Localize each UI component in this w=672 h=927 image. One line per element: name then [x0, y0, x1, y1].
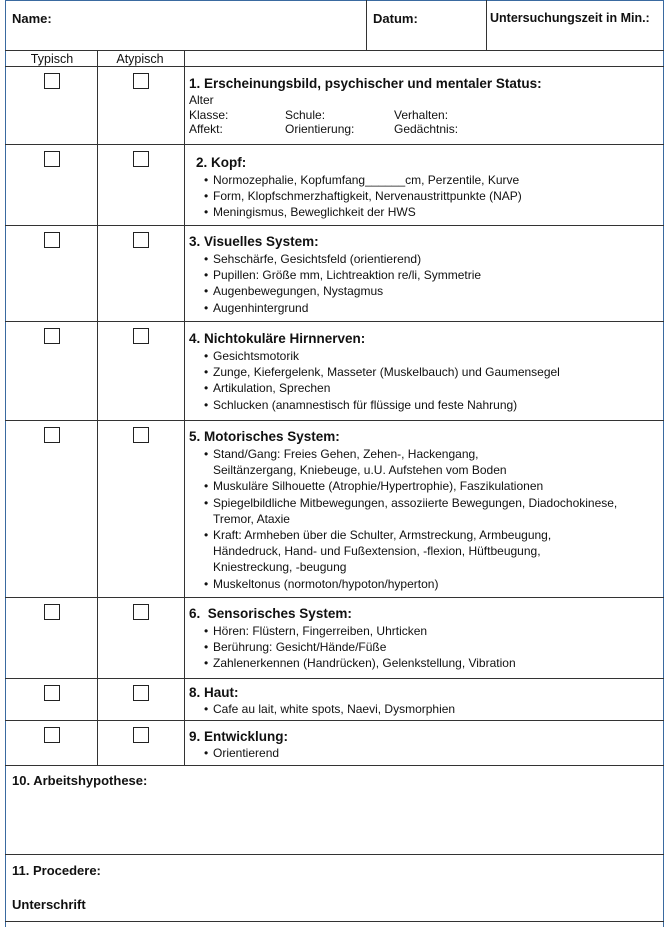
section-appearance: [189, 75, 659, 136]
checkbox-typical-8[interactable]: [44, 685, 60, 701]
list-item-line: Händedruck, Hand- und Fußextension, -flexion, Hüftbeugung,: [213, 544, 541, 559]
row-separator: [5, 597, 664, 598]
bullet-list: [196, 172, 666, 221]
list-item: • Zahlenerkennen (Handrücken), Gelenkstellung, Vibration: [204, 655, 659, 671]
checkbox-typical-4[interactable]: [44, 328, 60, 344]
section-title: 9. Entwicklung:: [189, 729, 289, 744]
procedure-label: 11. Procedere:: [12, 863, 101, 878]
column-divider-2: [184, 50, 185, 765]
row-separator: [5, 765, 664, 766]
list-item-line: • Stand/Gang: Freies Gehen, Zehen-, Hackengang,: [213, 447, 479, 461]
bullet-list: [189, 251, 659, 316]
list-item-line: Seiltänzergang, Kniebeuge, u.U. Aufstehen vom Boden: [213, 463, 507, 478]
working-hypothesis-label: 10. Arbeitshypothese:: [12, 773, 148, 788]
list-item-line: • Muskuläre Silhouette (Atrophie/Hypertrophie), Faszikulationen: [213, 479, 544, 494]
checkbox-typical-1[interactable]: [44, 73, 60, 89]
list-item: • Schlucken (anamnestisch für flüssige und feste Nahrung): [204, 397, 659, 413]
list-item: • Gesichtsmotorik: [204, 348, 659, 364]
section-skin: [189, 685, 659, 717]
school-field-label: Schule:: [285, 108, 326, 122]
list-item: • Augenhintergrund: [204, 300, 659, 316]
status-fields: [189, 108, 659, 136]
list-item: • Normozephalie, Kopfumfang______cm, Perzentile, Kurve: [204, 172, 666, 188]
list-item: [204, 527, 659, 576]
colhdr-bottom-line: [5, 66, 664, 67]
list-item-line: • Kraft: Armheben über die Schulter, Armstreckung, Armbeugung,: [213, 528, 552, 543]
list-item: • Meningismus, Beweglichkeit der HWS: [204, 204, 666, 220]
checkbox-typical-6[interactable]: [44, 604, 60, 620]
list-item-line: • Spiegelbildliche Mitbewegungen, assoziierte Bewegungen, Diadochokinese,: [213, 495, 618, 510]
memory-field-label: Gedächtnis:: [394, 122, 459, 136]
orientation-field-label: Orientierung:: [285, 122, 355, 136]
list-item: • Pupillen: Größe mm, Lichtreaktion re/li, Symmetrie: [204, 267, 659, 283]
name-label: Name:: [12, 11, 52, 26]
list-item: [204, 446, 659, 478]
section-sensory-system: [189, 605, 659, 672]
bullet-list: [189, 348, 659, 413]
section-title: 6. Sensorisches System:: [189, 606, 352, 621]
checkbox-typical-5[interactable]: [44, 427, 60, 443]
behavior-field-label: Verhalten:: [394, 108, 449, 122]
checkbox-typical-3[interactable]: [44, 232, 60, 248]
header-divider-2: [486, 0, 487, 50]
header-bottom-line: [5, 50, 664, 51]
section-head: [196, 154, 666, 221]
header-divider-1: [366, 0, 367, 50]
checkbox-atypical-8[interactable]: [133, 685, 149, 701]
row-separator: [5, 720, 664, 721]
section-development: [189, 729, 659, 761]
section-cranial-nerves: [189, 330, 659, 413]
section-title: 2. Kopf:: [196, 155, 247, 170]
list-item: • Sehschärfe, Gesichtsfeld (orientierend): [204, 251, 659, 267]
list-item: • Hören: Flüstern, Fingerreiben, Uhrticken: [204, 623, 659, 639]
list-item-line: • Muskeltonus (normoton/hypoton/hyperton): [213, 576, 439, 591]
checkbox-atypical-9[interactable]: [133, 727, 149, 743]
column-atypical: Atypisch: [116, 52, 164, 66]
signature-label: Unterschrift: [12, 897, 86, 912]
checkbox-atypical-2[interactable]: [133, 151, 149, 167]
checkbox-typical-9[interactable]: [44, 727, 60, 743]
row-separator: [5, 321, 664, 322]
section-title: 3. Visuelles System:: [189, 234, 319, 249]
row-separator: [5, 678, 664, 679]
section-motor-system: [189, 428, 659, 592]
checkbox-atypical-3[interactable]: [133, 232, 149, 248]
section-title: 4. Nichtokuläre Hirnnerven:: [189, 331, 366, 346]
list-item: [204, 576, 659, 592]
bullet-list: [189, 623, 659, 672]
bullet-list: [189, 701, 659, 717]
list-item: • Augenbewegungen, Nystagmus: [204, 283, 659, 299]
section-title: 5. Motorisches System:: [189, 429, 340, 444]
checkbox-atypical-4[interactable]: [133, 328, 149, 344]
list-item-line: Kniestreckung, -beugung: [213, 560, 347, 575]
row-separator: [5, 921, 664, 922]
row-separator: [5, 854, 664, 855]
affect-field-label: Affekt:: [189, 122, 223, 136]
section-title: 8. Haut:: [189, 685, 239, 700]
list-item: [204, 495, 659, 527]
list-item: • Form, Klopfschmerzhaftigkeit, Nervenaustrittpunkte (NAP): [204, 188, 666, 204]
checkbox-atypical-6[interactable]: [133, 604, 149, 620]
row-separator: [5, 144, 664, 145]
section-visual-system: [189, 233, 659, 316]
list-item: • Cafe au lait, white spots, Naevi, Dysmorphien: [204, 701, 659, 717]
age-label: Alter: [189, 93, 214, 107]
exam-time-label: Untersuchungszeit in Min.:: [490, 11, 650, 25]
section-title: 1. Erscheinungsbild, psychischer und mentaler Status:: [189, 76, 542, 91]
checkbox-atypical-1[interactable]: [133, 73, 149, 89]
list-item: • Zunge, Kiefergelenk, Masseter (Muskelbauch) und Gaumensegel: [204, 364, 659, 380]
column-typical: Typisch: [30, 52, 74, 66]
checkbox-typical-2[interactable]: [44, 151, 60, 167]
class-field-label: Klasse:: [189, 108, 229, 122]
checkbox-atypical-5[interactable]: [133, 427, 149, 443]
list-item-line: Tremor, Ataxie: [213, 511, 290, 526]
list-item: • Berührung: Gesicht/Hände/Füße: [204, 639, 659, 655]
row-separator: [5, 420, 664, 421]
date-label: Datum:: [373, 11, 418, 26]
list-item: • Artikulation, Sprechen: [204, 380, 659, 396]
list-item: [204, 478, 659, 494]
bullet-list: [189, 745, 659, 761]
column-divider-1: [97, 50, 98, 765]
bullet-list: [189, 446, 659, 592]
list-item: • Orientierend: [204, 745, 659, 761]
row-separator: [5, 225, 664, 226]
